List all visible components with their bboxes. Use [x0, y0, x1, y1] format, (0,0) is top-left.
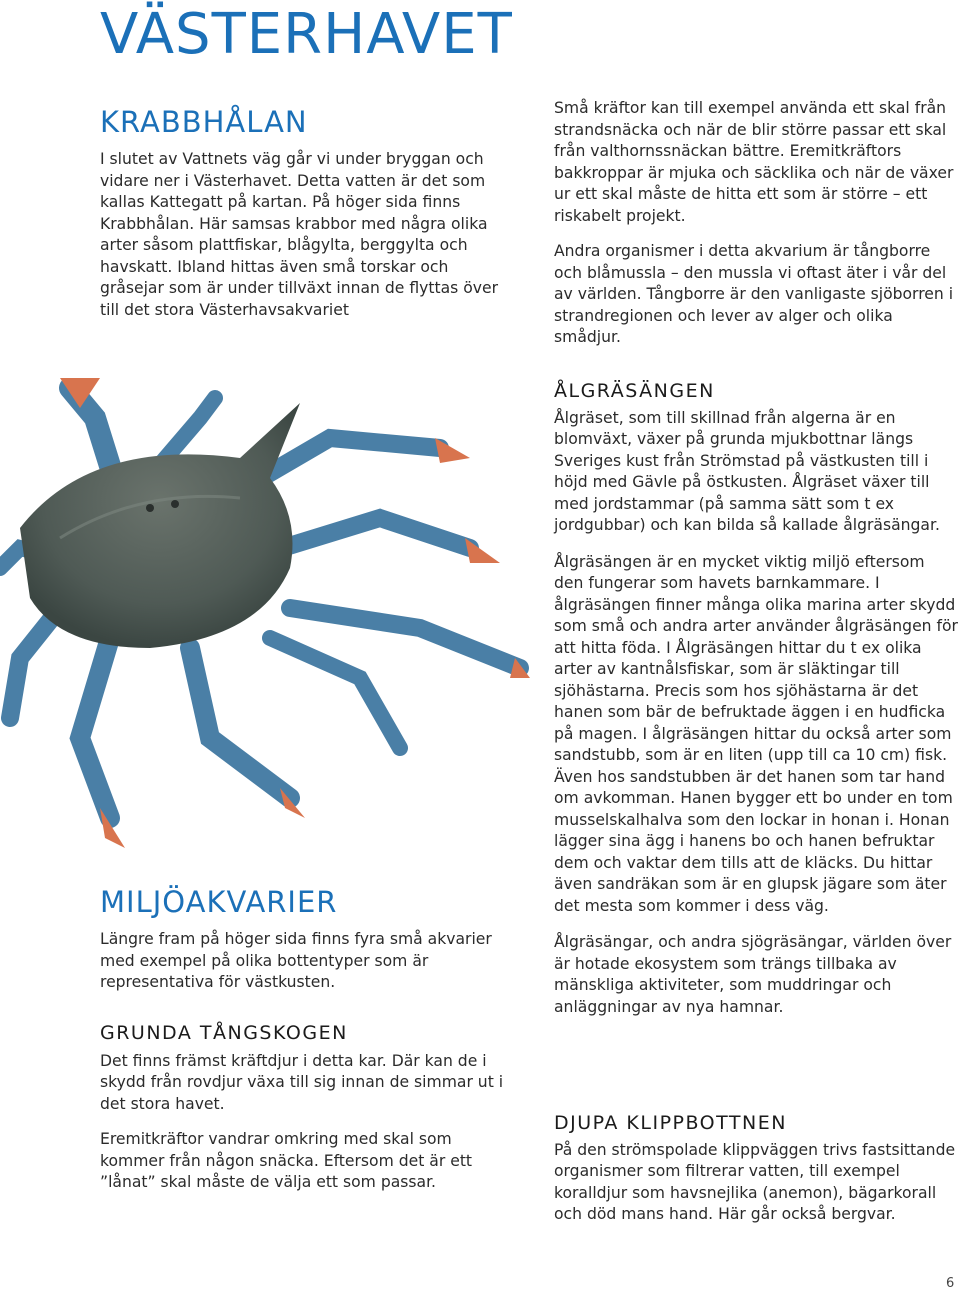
section-krabbhalan — [100, 106, 500, 321]
algrasangen-paragraph-3: Ålgräsängar, och andra sjögräsängar, världen över är hotade ekosystem som trängs tillbaka av mänskliga aktiviteter, som muddringar och anläggningar av nya hamnar. — [554, 933, 952, 1016]
heading-krabbhalan: KRABBHÅLAN — [100, 105, 308, 139]
krabbhalan-text: I slutet av Vattnets väg går vi under bryggan och vidare ner i Västerhavet. Detta vatten är det som kallas Kattegatt på kartan. På höger sida finns Krabbhålan. Här samsas krabbor med några olika arter såsom plattfiskar, blågylta, berggylta och havskatt. Ibland hittas även små torskar och gråsejar som är under tillväxt innan de flyttas över till det stora Västerhavsakvariet — [100, 150, 499, 319]
miljoakvarier-text: Längre fram på höger sida finns fyra små akvarier med exempel på olika bottentyper som är representativa för västkusten. — [100, 930, 492, 992]
blue-crab-photo — [0, 378, 530, 878]
other-organisms-paragraph: Andra organismer i detta akvarium är tångborre och blåmussla – den mussla vi oftast äter i vår del av världen. Tångborre är den vanligaste sjöborren i strandregionen och lever av alger och olika smådjur. — [554, 242, 954, 346]
section-miljoakvarier — [100, 886, 510, 1194]
grunda-paragraph-1: Det finns främst kräftdjur i detta kar. Där kan de i skydd från rovdjur växa till sig innan de simmar ut i det stora havet. — [100, 1051, 504, 1113]
page-number: 6 — [946, 1276, 955, 1291]
section-right-intro — [554, 98, 958, 349]
hermit-crab-paragraph: Små kräftor kan till exempel använda ett skal från strandsnäcka och när de blir större passar ett skal från valthornssnäckan bättre. Eremitkräftors bakkroppar är mjuka och säcklika och när de växer ur ett skal måste de hitta ett som är större – ett riskabelt projekt. — [554, 99, 954, 225]
heading-grunda-tangskogen: GRUNDA TÅNGSKOGEN — [100, 1021, 348, 1044]
algrasangen-paragraph-2: Ålgräsängen är en mycket viktig miljö eftersom den fungerar som havets barnkammare. I ålgräsängen finner många olika marina arter skydd som små och andra arter använder ålgräsängen för att hitta föda. I Ålgräsängen hittar du t ex olika arter av kantnålsfiskar, som är släktingar till sjöhästarna. Precis som hos sjöhästarna är det hanen som bär de befruktade äggen i en hudficka på magen. I ålgräsängen hittar du också arter som sandstubb, som är en liten (upp till ca 10 cm) fisk. Även hos sandstubben är det hanen som tar hand om avkomman. Hanen bygger ett bo under en tom musselskalhalva som den lockar in honan i. Honan lägger sina ägg i hanens bo och hanen befruktar dem och vaktar dem tills att de kläcks. Du hittar även sandräkan som är en glupsk jägare som äter det mesta som kommer i dess väg. — [554, 552, 958, 915]
heading-miljoakvarier: MILJÖAKVARIER — [100, 885, 338, 919]
heading-djupa-klippbottnen: DJUPA KLIPPBOTTNEN — [554, 1112, 787, 1134]
djupa-text: På den strömspolade klippväggen trivs fastsittande organismer som filtrerar vatten, till exempel koralldjur som havsnejlika (anemon), bägarkorall och död mans hand. Här går också bergvar. — [554, 1140, 956, 1224]
section-djupa-klippbottnen — [554, 1112, 958, 1226]
grunda-paragraph-2: Eremitkräftor vandrar omkring med skal som kommer från någon snäcka. Eftersom det är ett ”lånat” skal måste de välja ett som passar. — [100, 1130, 473, 1192]
heading-algrasangen: ÅLGRÄSÄNGEN — [554, 380, 715, 402]
algrasangen-paragraph-1: Ålgräset, som till skillnad från algerna är en blomväxt, växer på grunda mjukbottnar längs Sveriges kust från Strömstad på västkusten till i höjd med Gävle på östkusten. Ålgräset växer till med jordstammar (på samma sätt som t ex jordgubbar) och kan bilda så kallade ålgräsängar. — [554, 408, 940, 535]
subsection-grunda-tangskogen — [100, 1022, 510, 1194]
page-title: VÄSTERHAVET — [100, 2, 513, 67]
section-algrasangen — [554, 380, 958, 1018]
